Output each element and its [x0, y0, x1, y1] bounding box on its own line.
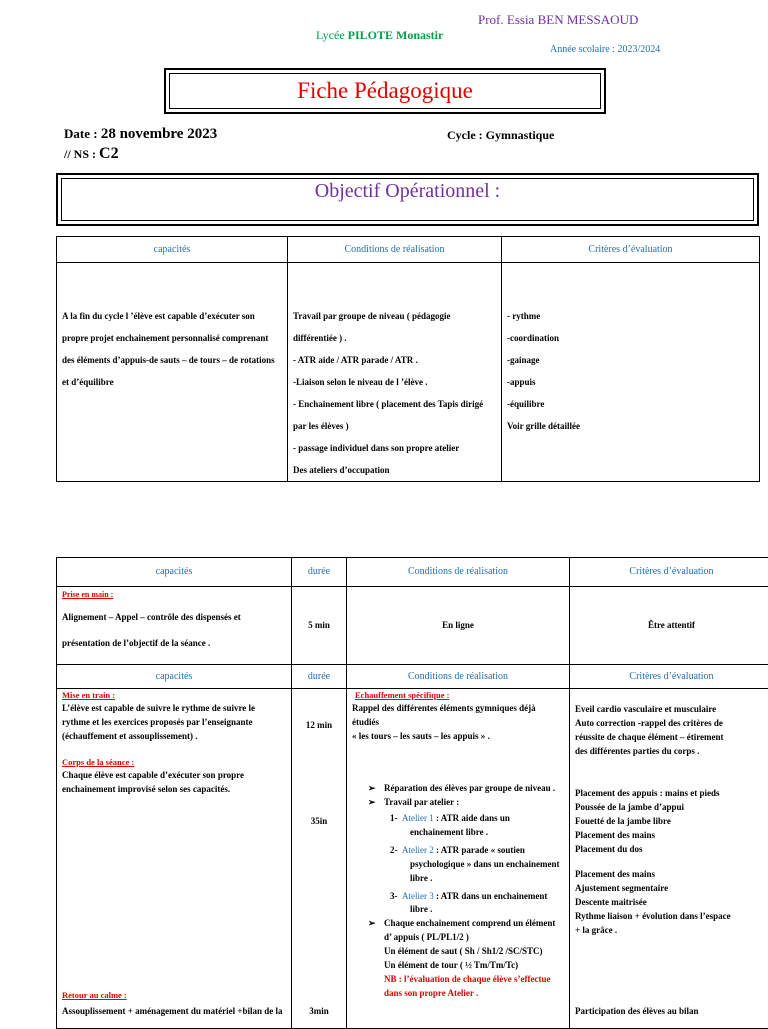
- text-line: Alignement – Appel – contrôle des dispensés et: [62, 611, 286, 625]
- retour-calme-label: Retour au calme :: [62, 989, 127, 1002]
- atelier-text: : ATR dans un enchainement: [434, 891, 548, 901]
- bullet-text: Travail par atelier :: [384, 797, 459, 807]
- atelier-name: Atelier 3: [402, 891, 434, 901]
- bullet-text: Réparation des élèves par groupe de niveau .: [384, 783, 555, 793]
- header-capacites: capacités: [57, 237, 288, 263]
- text-line: Placement des mains: [575, 829, 768, 843]
- objectives-content-row: [57, 263, 760, 482]
- text-line: Voir grille détaillée: [507, 415, 754, 437]
- header-criteres: Critères d’évaluation: [570, 558, 768, 587]
- header-duree: durée: [292, 558, 347, 587]
- prise-en-main-cell: [57, 587, 292, 665]
- text-line: réussite de chaque élément – étirement: [575, 731, 768, 745]
- mise-en-train-label: Mise en train :: [62, 689, 286, 702]
- teacher-name: Prof. Essia BEN MESSAOUD: [478, 12, 638, 28]
- text-line: - Enchainement libre ( placement des Tapis dirigé: [293, 393, 496, 415]
- text-line: Placement des appuis : mains et pieds: [575, 787, 768, 801]
- bullet-item: [352, 796, 564, 810]
- echauffement-label: Echauffement spécifique :: [352, 689, 564, 702]
- atelier-num: 1-: [390, 813, 398, 823]
- header-capacites: capacités: [57, 558, 292, 587]
- text-line: des éléments d’appuis-de sauts – de tours – de rotations: [62, 349, 282, 371]
- objectif-title: Objectif Opérationnel :: [58, 180, 757, 203]
- text-line: Descente maitrisée: [575, 896, 768, 910]
- duree-mise-en-train: 12 min: [292, 719, 346, 733]
- school-prefix: Lycée: [316, 28, 348, 42]
- text-line: L’élève est capable de suivre le rythme de suivre le: [62, 702, 286, 716]
- bullet-text: Chaque enchainement comprend un élément: [384, 918, 555, 928]
- school-year: Année scolaire : 2023/2024: [550, 44, 660, 55]
- session-header-row-2: [57, 665, 768, 689]
- bullet-text: d’ appuis ( PL/PL1/2 ): [352, 931, 564, 945]
- text-line: différentiée ) .: [293, 327, 496, 349]
- atelier-text: libre .: [352, 872, 564, 886]
- text-line: Poussée de la jambe d’appui: [575, 801, 768, 815]
- duree-retour-calme: 3min: [292, 1005, 346, 1019]
- text-line: -équilibre: [507, 393, 754, 415]
- header-criteres: Critères d’évaluation: [502, 237, 760, 263]
- prise-en-main-conditions: En ligne: [347, 587, 570, 665]
- text-line: Chaque élève est capable d’exécuter son propre: [62, 769, 286, 783]
- text-line: + la grâce .: [575, 924, 768, 938]
- text-line: -gainage: [507, 349, 754, 371]
- date-label: Date :: [64, 126, 101, 141]
- objectives-capacites-cell: [57, 263, 288, 482]
- session-body-row: [57, 689, 768, 1029]
- text-line: - rythme: [507, 305, 754, 327]
- header-conditions: Conditions de réalisation: [288, 237, 502, 263]
- school-name: [316, 28, 443, 43]
- text-line: Placement du dos: [575, 843, 768, 857]
- atelier-text: enchainement libre .: [352, 826, 564, 840]
- bullet-item: [352, 917, 564, 931]
- cycle-line: Cycle : Gymnastique: [447, 128, 554, 143]
- text-line: Placement des mains: [575, 868, 768, 882]
- atelier-name: Atelier 1: [402, 813, 434, 823]
- session-criteres-cell: [570, 689, 768, 1029]
- nb-line: NB : l’évaluation de chaque élève s’effectue: [352, 973, 564, 987]
- text-line: Rappel des différentes éléments gymniques déjà étudiés: [352, 702, 564, 730]
- header-capacites: capacités: [57, 665, 292, 689]
- text-line: Travail par groupe de niveau ( pédagogie: [293, 305, 496, 327]
- objectives-header-row: [57, 237, 760, 263]
- objectif-box: [56, 173, 759, 226]
- atelier-name: Atelier 2: [402, 845, 434, 855]
- session-capacites-cell: [57, 689, 292, 1029]
- atelier-text: : ATR parade « soutien: [434, 845, 525, 855]
- text-line: Ajustement segmentaire: [575, 882, 768, 896]
- text-line: - ATR aide / ATR parade / ATR .: [293, 349, 496, 371]
- ns-label: // NS :: [64, 147, 99, 161]
- text-line: Auto correction -rappel des critères de: [575, 717, 768, 731]
- text-line: présentation de l’objectif de la séance .: [62, 637, 286, 651]
- text-line: -coordination: [507, 327, 754, 349]
- saut-line: Un élément de saut ( Sh / Sh1/2 /SC/STC): [352, 945, 564, 959]
- header-conditions: Conditions de réalisation: [347, 665, 570, 689]
- corps-seance-label: Corps de la séance :: [62, 756, 286, 769]
- school-name-bold: PILOTE Monastir: [348, 28, 444, 42]
- atelier-text: psychologique » dans un enchainement: [352, 858, 564, 872]
- text-line: A la fin du cycle l ’élève est capable d’exécuter son: [62, 305, 282, 327]
- tour-line: Un élément de tour ( ½ Tm/Tm/Tc): [352, 959, 564, 973]
- bullet-item: [352, 782, 564, 796]
- ns-line: [64, 145, 119, 163]
- objectives-table: [56, 236, 760, 482]
- header-criteres: Critères d’évaluation: [570, 665, 768, 689]
- text-line: Fouetté de la jambe libre: [575, 815, 768, 829]
- text-line: Rythme liaison + évolution dans l’espace: [575, 910, 768, 924]
- prise-en-main-label: Prise en main :: [62, 589, 286, 601]
- session-table: [56, 557, 768, 1029]
- text-line: -Liaison selon le niveau de l ’élève .: [293, 371, 496, 393]
- page-title: Fiche Pédagogique: [166, 78, 604, 104]
- text-line: Des ateliers d’occupation: [293, 459, 496, 481]
- atelier-item: [352, 844, 564, 858]
- atelier-num: 2-: [390, 845, 398, 855]
- atelier-text: : ATR aide dans un: [434, 813, 510, 823]
- header-duree: durée: [292, 665, 347, 689]
- title-box: [164, 68, 606, 114]
- text-line: « les tours – les sauts – les appuis » .: [352, 730, 564, 744]
- objectives-criteres-cell: [502, 263, 760, 482]
- date-value: 28 novembre 2023: [101, 126, 217, 142]
- text-line: propre projet enchainement personnalisé comprenant: [62, 327, 282, 349]
- session-conditions-cell: [347, 689, 570, 1029]
- prise-en-main-criteres: Être attentif: [570, 587, 768, 665]
- text-line: et d’équilibre: [62, 371, 282, 393]
- prise-en-main-row: [57, 587, 768, 665]
- text-line: des différentes parties du corps .: [575, 745, 768, 759]
- session-header-row-1: [57, 558, 768, 587]
- arrow-bullet-icon: ➢: [368, 782, 384, 796]
- session-duree-cell: [292, 689, 347, 1029]
- prise-en-main-duree: 5 min: [292, 587, 347, 665]
- text-line: Assouplissement + aménagement du matériel +bilan de la: [62, 1005, 283, 1019]
- text-line: Participation des élèves au bilan: [575, 1005, 699, 1019]
- ns-value: C2: [99, 145, 119, 162]
- nb-line: dans son propre Atelier .: [352, 987, 564, 1001]
- atelier-item: [352, 890, 564, 904]
- duree-corps-seance: 35in: [292, 815, 346, 829]
- header-conditions: Conditions de réalisation: [347, 558, 570, 587]
- objectives-conditions-cell: [288, 263, 502, 482]
- atelier-item: [352, 812, 564, 826]
- arrow-bullet-icon: ➢: [368, 917, 384, 931]
- text-line: enchainement improvisé selon ses capacités.: [62, 783, 286, 797]
- text-line: par les élèves ): [293, 415, 496, 437]
- text-line: Eveil cardio vasculaire et musculaire: [575, 703, 768, 717]
- text-line: (échauffement et assouplissement) .: [62, 730, 286, 744]
- atelier-num: 3-: [390, 891, 398, 901]
- atelier-text: libre .: [352, 903, 564, 917]
- text-line: rythme et les exercices proposés par l’enseignante: [62, 716, 286, 730]
- text-line: - passage individuel dans son propre atelier: [293, 437, 496, 459]
- date-line: [64, 126, 217, 143]
- arrow-bullet-icon: ➢: [368, 796, 384, 810]
- text-line: -appuis: [507, 371, 754, 393]
